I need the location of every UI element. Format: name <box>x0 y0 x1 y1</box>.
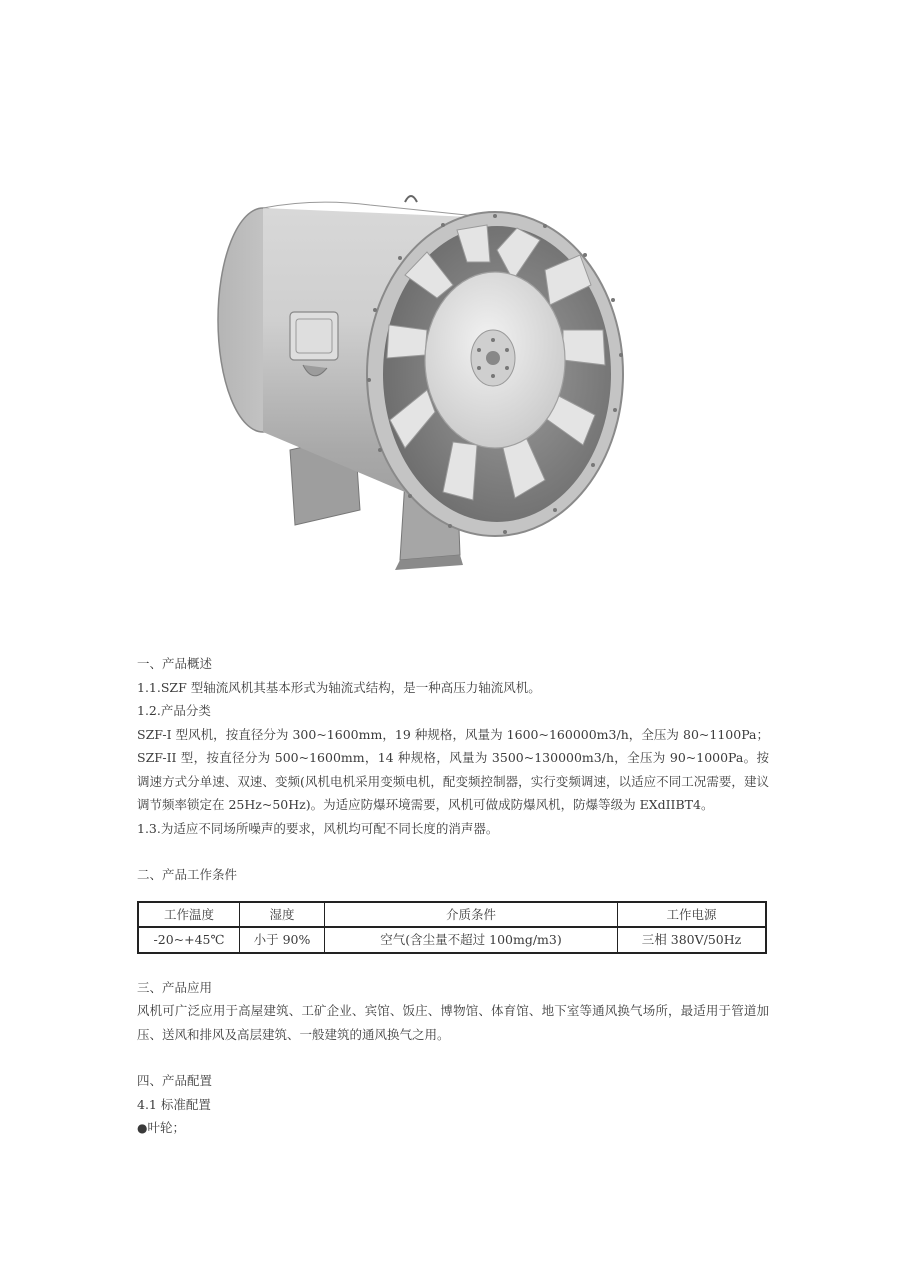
section-heading-configuration: 四、产品配置 <box>137 1073 213 1088</box>
paragraph-application: 风机可广泛应用于高屋建筑、工矿企业、宾馆、饭庄、博物馆、体育馆、地下室等通风换气场所，最适用于管道加压、送风和排风及高层建筑、一般建筑的通风换气之用。 <box>137 1003 769 1042</box>
table-header-medium: 介质条件 <box>325 902 618 928</box>
paragraph-1-3: 1.3.为适应不同场所噪声的要求，风机均可配不同长度的消声器。 <box>137 820 499 836</box>
section-heading-application: 三、产品应用 <box>137 979 213 995</box>
table-header-power: 工作电源 <box>618 902 767 928</box>
axial-fan-illustration <box>195 180 635 575</box>
document-body <box>137 652 769 1141</box>
section-heading-conditions: 二、产品工作条件 <box>137 867 238 882</box>
paragraph-1-1: 1.1.SZF 型轴流风机其基本形式为轴流式结构，是一种高压力轴流风机。 <box>137 679 541 695</box>
bullet-icon: ● <box>137 1121 148 1135</box>
list-item-label: 叶轮； <box>147 1120 185 1135</box>
table-row <box>138 927 766 953</box>
paragraph-1-2-title: 1.2.产品分类 <box>137 703 211 718</box>
table-header-humidity: 湿度 <box>240 902 325 928</box>
table-cell-temperature: -20~+45℃ <box>138 927 240 953</box>
table-cell-medium: 空气(含尘量不超过 100mg/m3) <box>325 927 618 953</box>
list-item <box>137 1116 769 1141</box>
table-cell-power: 三相 380V/50Hz <box>618 927 767 953</box>
table-header-temperature: 工作温度 <box>138 902 240 928</box>
section-heading-overview: 一、产品概述 <box>137 656 213 671</box>
paragraph-1-2-body: SZF-I 型风机，按直径分为 300~1600mm，19 种规格，风量为 1600~160000m3/h，全压为 80~1100Pa；SZF-II 型，按直径分为 500~1600mm，14 种规格，风量为 3500~130000m3/h，全压为 90~1000Pa。按调速方式分单速、双速、变频(风机电机采用变频电机，配变频控制器，实行变频调速，以适应不同工况需要，建议调节频率锁定在 25Hz~50Hz)。为适应防爆环境需要，风机可做成防爆风机，防爆等级为 EXdIIBT4。 <box>137 726 769 812</box>
table-header-row <box>138 902 766 928</box>
subheading-standard-configuration: 4.1 标准配置 <box>137 1096 211 1112</box>
table-cell-humidity: 小于 90% <box>240 927 325 953</box>
working-conditions-table <box>137 901 767 954</box>
